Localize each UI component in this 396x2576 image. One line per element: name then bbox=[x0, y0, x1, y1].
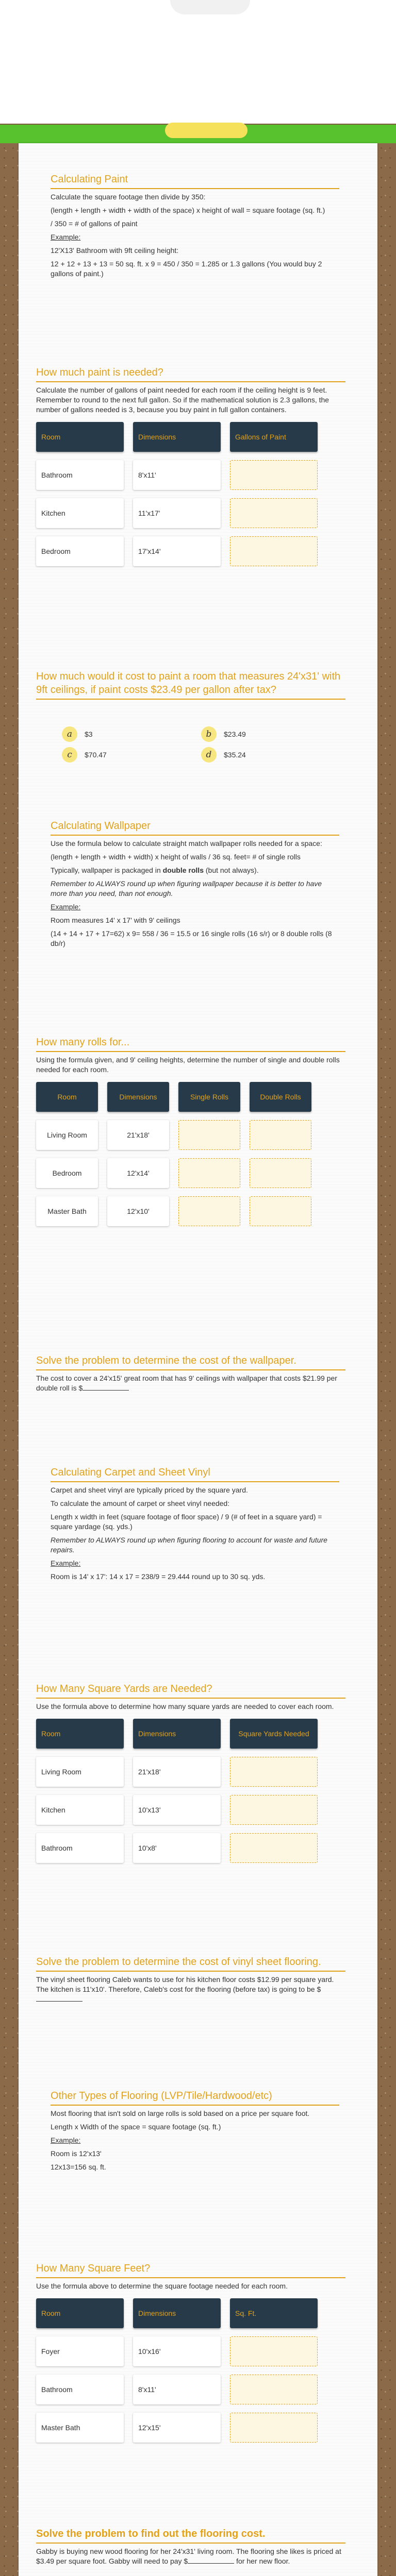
section-carpet-vinyl bbox=[51, 1466, 339, 1585]
bold-text: double rolls bbox=[162, 866, 204, 874]
text-line: Room is 14' x 17': 14 x 17 = 238/9 = 29.444 round up to 30 sq. yds. bbox=[51, 1572, 266, 1581]
section-title: Calculating Wallpaper bbox=[51, 819, 339, 836]
section-paint-needed bbox=[36, 366, 345, 566]
text-line: Length x Width of the space = square footage (sq. ft.) bbox=[51, 2123, 221, 2131]
section-title: How Many Square Yards are Needed? bbox=[36, 1682, 345, 1699]
column-header: Double Rolls bbox=[250, 1082, 311, 1112]
intro-text: Calculate the number of gallons of paint needed for each room if the ceiling height is 9 feet. Remember to round to the next full gallon. So if the mathematical solution is 2.3 gallons, the number of gallons needed is 3, because you buy paint in full gallon containers. bbox=[36, 386, 329, 414]
table-row bbox=[36, 2336, 345, 2366]
dimensions-cell: 8'x11' bbox=[133, 2375, 221, 2404]
table-row bbox=[36, 1757, 345, 1787]
answer-field[interactable] bbox=[250, 1196, 311, 1226]
text-line: (length + length + width + width of the space) x height of wall = square footage (sq. ft.) bbox=[51, 206, 325, 214]
dimensions-cell: 10'x16' bbox=[133, 2336, 221, 2366]
answer-field[interactable] bbox=[230, 2375, 318, 2404]
question-title: How much would it cost to paint a room that measures 24'x31' with 9ft ceilings, if paint costs $23.49 per gallon after tax? bbox=[36, 670, 345, 700]
room-cell: Bedroom bbox=[36, 1158, 98, 1188]
room-cell: Master Bath bbox=[36, 1196, 98, 1226]
answer-field[interactable] bbox=[250, 1158, 311, 1188]
text-span: (but not always). bbox=[203, 866, 259, 874]
question-title: Solve the problem to determine the cost of vinyl sheet flooring. bbox=[36, 1955, 345, 1972]
text-span: Typically, wallpaper is packaged in bbox=[51, 866, 163, 874]
section-title: How much paint is needed? bbox=[36, 366, 345, 382]
section-calculating-wallpaper bbox=[51, 819, 339, 952]
text-line: 12 + 12 + 13 + 13 = 50 sq. ft. x 9 = 450 / 350 = 1.285 or 1.3 gallons (You would buy 2 gallons of paint.) bbox=[51, 260, 322, 278]
answer-field[interactable] bbox=[230, 498, 318, 528]
dimensions-cell: 12'x15' bbox=[133, 2413, 221, 2443]
section-paint-cost-question bbox=[36, 670, 345, 793]
reminder-text: Remember to ALWAYS round up when figuring wallpaper because it is better to have more than you need, than not enough. bbox=[51, 879, 322, 897]
dimensions-cell: 11'x17' bbox=[133, 498, 221, 528]
text-line: 12'X13' Bathroom with 9ft ceiling height: bbox=[51, 246, 179, 255]
answer-option-a[interactable] bbox=[62, 726, 93, 742]
text-line: (14 + 14 + 17 + 17=62) x 9= 558 / 36 = 15.5 or 16 single rolls (16 s/r) or 8 double rolls (8 db/r) bbox=[51, 929, 332, 947]
problem-text bbox=[36, 2547, 345, 2566]
table-row bbox=[36, 1833, 345, 1863]
header-oval-decoration bbox=[170, 0, 250, 14]
rolls-table bbox=[36, 1082, 345, 1226]
option-letter: d bbox=[201, 747, 217, 762]
option-text: $23.49 bbox=[224, 730, 246, 738]
room-cell: Bathroom bbox=[36, 2375, 124, 2404]
section-title: Calculating Carpet and Sheet Vinyl bbox=[51, 1466, 339, 1482]
room-cell: Bedroom bbox=[36, 536, 124, 566]
intro-text: Use the formula above to determine the square footage needed for each room. bbox=[36, 2282, 288, 2290]
answer-option-c[interactable] bbox=[62, 747, 107, 762]
reminder-text: Remember to ALWAYS round up when figuring flooring to account for waste and future repairs. bbox=[51, 1536, 327, 1554]
section-rolls bbox=[36, 1036, 345, 1226]
table-row bbox=[36, 1196, 345, 1226]
table-row bbox=[36, 1795, 345, 1825]
dimensions-cell: 21'x18' bbox=[107, 1120, 169, 1150]
answer-blank[interactable] bbox=[36, 2001, 82, 2002]
column-header: Dimensions bbox=[133, 422, 221, 452]
section-square-feet bbox=[36, 2262, 345, 2443]
option-text: $35.24 bbox=[224, 751, 246, 759]
column-header: Room bbox=[36, 1082, 98, 1112]
option-text: $70.47 bbox=[85, 751, 107, 759]
answer-field[interactable] bbox=[178, 1196, 240, 1226]
intro-text: Using the formula given, and 9' ceiling heights, determine the number of single and double rolls needed for each room. bbox=[36, 1056, 340, 1074]
column-header: Square Yards Needed bbox=[230, 1719, 318, 1749]
section-wallpaper-cost bbox=[36, 1354, 345, 1397]
problem-text bbox=[36, 1374, 345, 1393]
room-cell: Kitchen bbox=[36, 498, 124, 528]
text-line: To calculate the amount of carpet or sheet vinyl needed: bbox=[51, 1499, 230, 1507]
text-span: The cost to cover a 24'x15' great room that has 9' ceilings with wallpaper that costs $21.99 per double roll is $ bbox=[36, 1374, 337, 1392]
column-header: Room bbox=[36, 422, 124, 452]
intro-text: Use the formula above to determine how many square yards are needed to cover each room. bbox=[36, 1702, 334, 1710]
dimensions-cell: 21'x18' bbox=[133, 1757, 221, 1787]
paint-table bbox=[36, 422, 345, 566]
section-title: How Many Square Feet? bbox=[36, 2262, 345, 2278]
answer-field[interactable] bbox=[230, 536, 318, 566]
question-title: Solve the problem to find out the flooring cost. bbox=[36, 2527, 345, 2544]
section-flooring-cost bbox=[36, 2527, 345, 2570]
dimensions-cell: 12'x14' bbox=[107, 1158, 169, 1188]
text-line: Room is 12'x13' bbox=[51, 2149, 102, 2158]
text-line: Example: bbox=[51, 1559, 81, 1567]
room-cell: Bathroom bbox=[36, 1833, 124, 1863]
column-header: Dimensions bbox=[133, 1719, 221, 1749]
option-letter: a bbox=[62, 726, 77, 742]
question-title: Solve the problem to determine the cost of the wallpaper. bbox=[36, 1354, 345, 1370]
table-row bbox=[36, 536, 345, 566]
table-row bbox=[36, 2413, 345, 2443]
answer-blank[interactable] bbox=[188, 2563, 234, 2564]
problem-text bbox=[36, 1975, 345, 2004]
answer-option-d[interactable] bbox=[201, 747, 246, 762]
column-header: Gallons of Paint bbox=[230, 422, 318, 452]
answer-field[interactable] bbox=[178, 1158, 240, 1188]
square-yards-table bbox=[36, 1719, 345, 1863]
text-line: Example: bbox=[51, 233, 81, 241]
room-cell: Master Bath bbox=[36, 2413, 124, 2443]
text-line: Example: bbox=[51, 2136, 81, 2144]
text-line: Most flooring that isn't sold on large rolls is sold based on a price per square foot. bbox=[51, 2109, 310, 2117]
answer-field[interactable] bbox=[230, 460, 318, 490]
text-span: Gabby is buying new wood flooring for her 24'x31' living room. The flooring she likes is priced at $3.49 per square foot. Gabby will need to pay $ bbox=[36, 2547, 341, 2565]
dimensions-cell: 17'x14' bbox=[133, 536, 221, 566]
text-line: Length x width in feet (square footage of floor space) / 9 (# of feet in a square yard) = square yardage (sq. yds.) bbox=[51, 1513, 322, 1531]
text-span: The vinyl sheet flooring Caleb wants to use for his kitchen floor costs $12.99 per square yard. The kitchen is 11'x10'. Therefore, Caleb's cost for the flooring (before tax) is going to be $ bbox=[36, 1975, 334, 1993]
table-row bbox=[36, 460, 345, 490]
answer-field[interactable] bbox=[250, 1120, 311, 1150]
dimensions-cell: 8'x11' bbox=[133, 460, 221, 490]
answer-field[interactable] bbox=[230, 1833, 318, 1863]
room-cell: Living Room bbox=[36, 1120, 98, 1150]
answer-field[interactable] bbox=[230, 1795, 318, 1825]
table-row bbox=[36, 498, 345, 528]
dimensions-cell: 10'x13' bbox=[133, 1795, 221, 1825]
column-header: Room bbox=[36, 1719, 124, 1749]
answer-blank[interactable] bbox=[82, 1390, 129, 1391]
room-cell: Living Room bbox=[36, 1757, 124, 1787]
section-title: How many rolls for... bbox=[36, 1036, 345, 1052]
page-header-blank bbox=[0, 0, 396, 124]
text-line: Carpet and sheet vinyl are typically priced by the square yard. bbox=[51, 1486, 248, 1494]
section-other-flooring bbox=[51, 2089, 339, 2176]
answer-option-b[interactable] bbox=[201, 726, 246, 742]
yellow-tab-decoration bbox=[165, 123, 248, 138]
room-cell: Kitchen bbox=[36, 1795, 124, 1825]
answer-field[interactable] bbox=[230, 2413, 318, 2443]
room-cell: Foyer bbox=[36, 2336, 124, 2366]
column-header: Single Rolls bbox=[178, 1082, 240, 1112]
text-line: Example: bbox=[51, 903, 81, 911]
section-title: Other Types of Flooring (LVP/Tile/Hardwood/etc) bbox=[51, 2089, 339, 2106]
column-header: Dimensions bbox=[133, 2298, 221, 2328]
text-line: Calculate the square footage then divide by 350: bbox=[51, 193, 206, 201]
table-row bbox=[36, 2375, 345, 2404]
text-line: (length + length + width + width) x height of walls / 36 sq. feet= # of single rolls bbox=[51, 853, 301, 861]
room-cell: Bathroom bbox=[36, 460, 124, 490]
text-span: for her new floor. bbox=[234, 2557, 290, 2565]
table-row bbox=[36, 1120, 345, 1150]
section-vinyl-cost bbox=[36, 1955, 345, 2008]
dimensions-cell: 12'x10' bbox=[107, 1196, 169, 1226]
column-header: Room bbox=[36, 2298, 124, 2328]
text-line: / 350 = # of gallons of paint bbox=[51, 219, 138, 228]
option-letter: b bbox=[201, 726, 217, 742]
answer-field[interactable] bbox=[178, 1120, 240, 1150]
option-text: $3 bbox=[85, 730, 93, 738]
answer-field[interactable] bbox=[230, 2336, 318, 2366]
answer-field[interactable] bbox=[230, 1757, 318, 1787]
dimensions-cell: 10'x8' bbox=[133, 1833, 221, 1863]
table-row bbox=[36, 1158, 345, 1188]
column-header: Sq. Ft. bbox=[230, 2298, 318, 2328]
text-line: 12x13=156 sq. ft. bbox=[51, 2163, 106, 2171]
section-square-yards bbox=[36, 1682, 345, 1863]
option-letter: c bbox=[62, 747, 77, 762]
column-header: Dimensions bbox=[107, 1082, 169, 1112]
text-line bbox=[51, 866, 339, 875]
section-title: Calculating Paint bbox=[51, 173, 339, 189]
square-feet-table bbox=[36, 2298, 345, 2443]
text-line: Room measures 14' x 17' with 9' ceilings bbox=[51, 916, 180, 924]
text-line: Use the formula below to calculate straight match wallpaper rolls needed for a space: bbox=[51, 839, 322, 848]
section-calculating-paint bbox=[51, 173, 339, 282]
